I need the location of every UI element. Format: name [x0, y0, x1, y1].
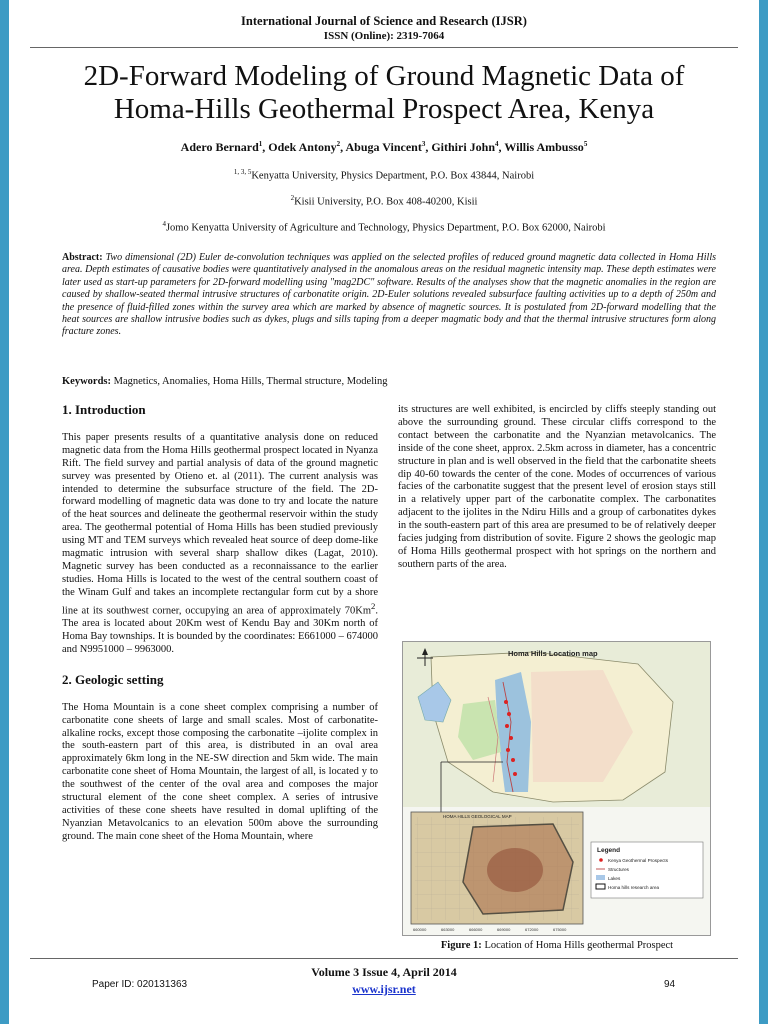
footer-volume: Volume 3 Issue 4, April 2014 [311, 965, 457, 979]
author-name: Odek Antony [268, 140, 337, 154]
right-accent-bar [759, 0, 768, 1024]
intro-text: This paper presents results of a quantitative analysis done on reduced magnetic data from the Homa Hills geothermal prospect located in Nyanza Rift. The field survey and partial analysis of data of the ground magnetic survey was presented by Otieno et. al (2011). The current analysis was intended to determine the subsurface structure of the field. The 2D-forward modelling of magnetic data was done to try and locate the nature of the heat sources and delineate the geothermal reservoir within the study area. The geothermal potential of Homa Hills has been studied previously using MT and TEM surveys which revealed heat source of deep dome-like magmatic intrusion with several sharp shallow dikes (Lagat, 2010). Magnetic survey has been conducted as a reconnaissance to the earlier studies. Homa Hills is located to the west of the central southern coast of the Winam Gulf and takes an incomplete rectangular form cut by a shore line at its southwest corner, occupying an area of approximately 70Km [62, 431, 378, 617]
paper-id: Paper ID: 020131363 [92, 979, 188, 990]
affiliation-text: Kisii University, P.O. Box 408-40200, Kisii [294, 196, 478, 208]
affiliation-sup: 4 [162, 220, 166, 228]
legend-item: Kenya Geothermal Prospects [608, 858, 669, 863]
author-list: Adero Bernard$^1$, Odek Antony$^2$, Abuga Vincent$^3$, Githiri John$^4$, Willis Ambusso$^5$ [180, 140, 588, 154]
affiliation-sup: 1, 3, 5 [233, 168, 252, 176]
left-column [62, 404, 378, 844]
author-sup: 1 [258, 140, 263, 148]
keywords-label: Keywords: [62, 376, 111, 387]
introduction-paragraph [62, 432, 378, 657]
section-heading-geologic-setting: 2. Geologic setting [62, 671, 164, 687]
x-tick-label: 675000 [553, 927, 567, 932]
caption-text: Location of Homa Hills geothermal Prospect [484, 940, 674, 951]
author-name: Willis Ambusso [504, 140, 584, 154]
header-divider [30, 47, 738, 48]
location-map-figure [402, 641, 711, 936]
affiliation-text: Jomo Kenyatta University of Agriculture and Technology, Physics Department, P.O. Box 62000, Nairobi [165, 222, 606, 234]
author-sup: 4 [495, 140, 499, 148]
author-sup: 5 [583, 140, 588, 148]
affiliation-sup: 2 [290, 194, 295, 202]
affiliation [40, 168, 728, 182]
prospect-dot [506, 748, 510, 752]
right-column [398, 404, 716, 572]
left-accent-bar [0, 0, 9, 1024]
prospect-dot [513, 772, 517, 776]
prospect-dot [511, 758, 515, 762]
prospect-dot [507, 712, 511, 716]
journal-name: International Journal of Science and Research (IJSR) [241, 14, 527, 28]
abstract-label: Abstract: [62, 252, 103, 263]
x-tick-label: 666000 [469, 927, 483, 932]
issn: ISSN (Online): 2319-7064 [323, 30, 445, 42]
x-tick-label: 663000 [441, 927, 455, 932]
inset-x-ticks [413, 927, 567, 932]
location-map [403, 642, 710, 935]
journal-header [0, 14, 768, 42]
prospect-dot [505, 724, 509, 728]
page-number: 94 [664, 979, 676, 990]
abstract [62, 252, 716, 339]
footer-divider [30, 958, 738, 959]
caption-label: Figure 1: [440, 940, 482, 951]
intro-sup: 2 [371, 600, 376, 611]
geologic-continued-paragraph: its structures are well exhibited, is encircled by cliffs steeply standing out above the surrounding ground. These circular cliffs correspond to the contact between the carbonatite and the Nyanzian metavolcanics. The inside of the cone sheet, approx. 2.5km across in diameter, has a concentric structure in plan and is well observed in the field that the carbonatite sheets dip 40-60 towards the center of the cone. Modes of occurrences of various facies of the carbonatite suggest that the present level of erosion stays still in a relatively upper part of the carbonatite complex. The carbonatites adjacent to the ijolites in the Ndiru Hills and a group of carbonatites dykes in the south-eastern part of this area are presumed to be of relatively deeper facies judging from distribution of sovite. Figure 2 shows the geologic map of Homa Hills geothermal prospect with hot springs on the northern and southern parts of the area. [398, 404, 716, 570]
author-name: Adero Bernard [180, 140, 259, 154]
legend-title: Legend [597, 847, 621, 854]
legend-item: Homa hills research area [608, 885, 660, 890]
affiliation [40, 220, 728, 234]
x-tick-label: 660000 [413, 927, 427, 932]
intro-text-end: . The area is located about 20Km west of Kendu Bay and 30Km north of Homa Bay townships. It is bounded by the coordinates: E661000 – 674000 and N9951000 – 9963000. [62, 605, 378, 655]
legend-item: Structures [608, 867, 629, 872]
map-title: Homa Hills Location map [508, 649, 598, 658]
x-tick-label: 669000 [497, 927, 511, 932]
author-name: Githiri John [431, 140, 496, 154]
keywords-text: Magnetics, Anomalies, Homa Hills, Thermal structure, Modeling [113, 376, 388, 387]
author-sup: 2 [336, 140, 341, 148]
paper-title: 2D-Forward Modeling of Ground Magnetic Data of Homa-Hills Geothermal Prospect Area, Kenya [83, 60, 685, 125]
x-tick-label: 672000 [525, 927, 539, 932]
legend-item: Lakes [608, 876, 621, 881]
inset-title: HOMA HILLS GEOLOGICAL MAP [443, 814, 512, 819]
affiliation-text: Kenyatta University, Physics Department, P.O. Box 43844, Nairobi [251, 170, 535, 182]
journal-website-link[interactable]: www.ijsr.net [352, 982, 416, 996]
prospect-dot [509, 736, 513, 740]
author-sup: 3 [421, 140, 426, 148]
geologic-paragraph: The Homa Mountain is a cone sheet complex comprising a number of carbonatite cone sheets of large and small scales. Most of carbonatite-alkaline rocks, except those composing the carbonatite –ijolite complex in the south-eastern part of this area, is distributed in an oval area approximately 6km long in the NE-SW direction and 5km wide. The main carbonatite cone sheet of Homa Mountain, the largest of all, is located y to the southwest of the center of the oval area and composes the major structural element of the cone sheet complex. A series of intrusive activities of these cone sheets have resulted in domal uplifting of the Nyanzian Metavolcanics to an elevation 500m above the surrounding ground. The main cone sheet of the Homa Mountain, where [62, 701, 378, 842]
keywords [62, 376, 716, 387]
section-heading-introduction: 1. Introduction [62, 402, 146, 417]
carbonatite-complex [487, 848, 543, 892]
author-name: Abuga Vincent [345, 140, 422, 154]
legend-symbol-prospect [599, 858, 603, 862]
prospect-dot [504, 700, 508, 704]
figure-caption [398, 940, 716, 951]
abstract-text: Two dimensional (2D) Euler de-convolution techniques was applied on the selected profiles of reduced ground magnetic data collected in Homa Hills area. Depth estimates of causative bodies were quantitatively analysed in the anomalous areas on the residual magnetic intensity map. These depth estimates were later used as start-up parameters for 2D-forward modelling using "mag2DC" software. Results of the analyses show that the magnetic anomalies in the region are caused by shallow-seated thermal intrusive structures of carbonatite origin. 2D-Euler solutions revealed subsurface faulting activities up to a depth of 250m and the presence of fluid-filled zones within the survey area which are marked by absence of magnetic sources. It is postulated from 2D-forward modelling that the heat sources are shallow intrusive bodies such as dykes, plugs and sills taping from a deeper magmatic body and that the thermal intrusive structures form along fracture zones. [62, 252, 717, 338]
affiliation [40, 194, 728, 208]
legend-symbol-lake [596, 875, 605, 880]
